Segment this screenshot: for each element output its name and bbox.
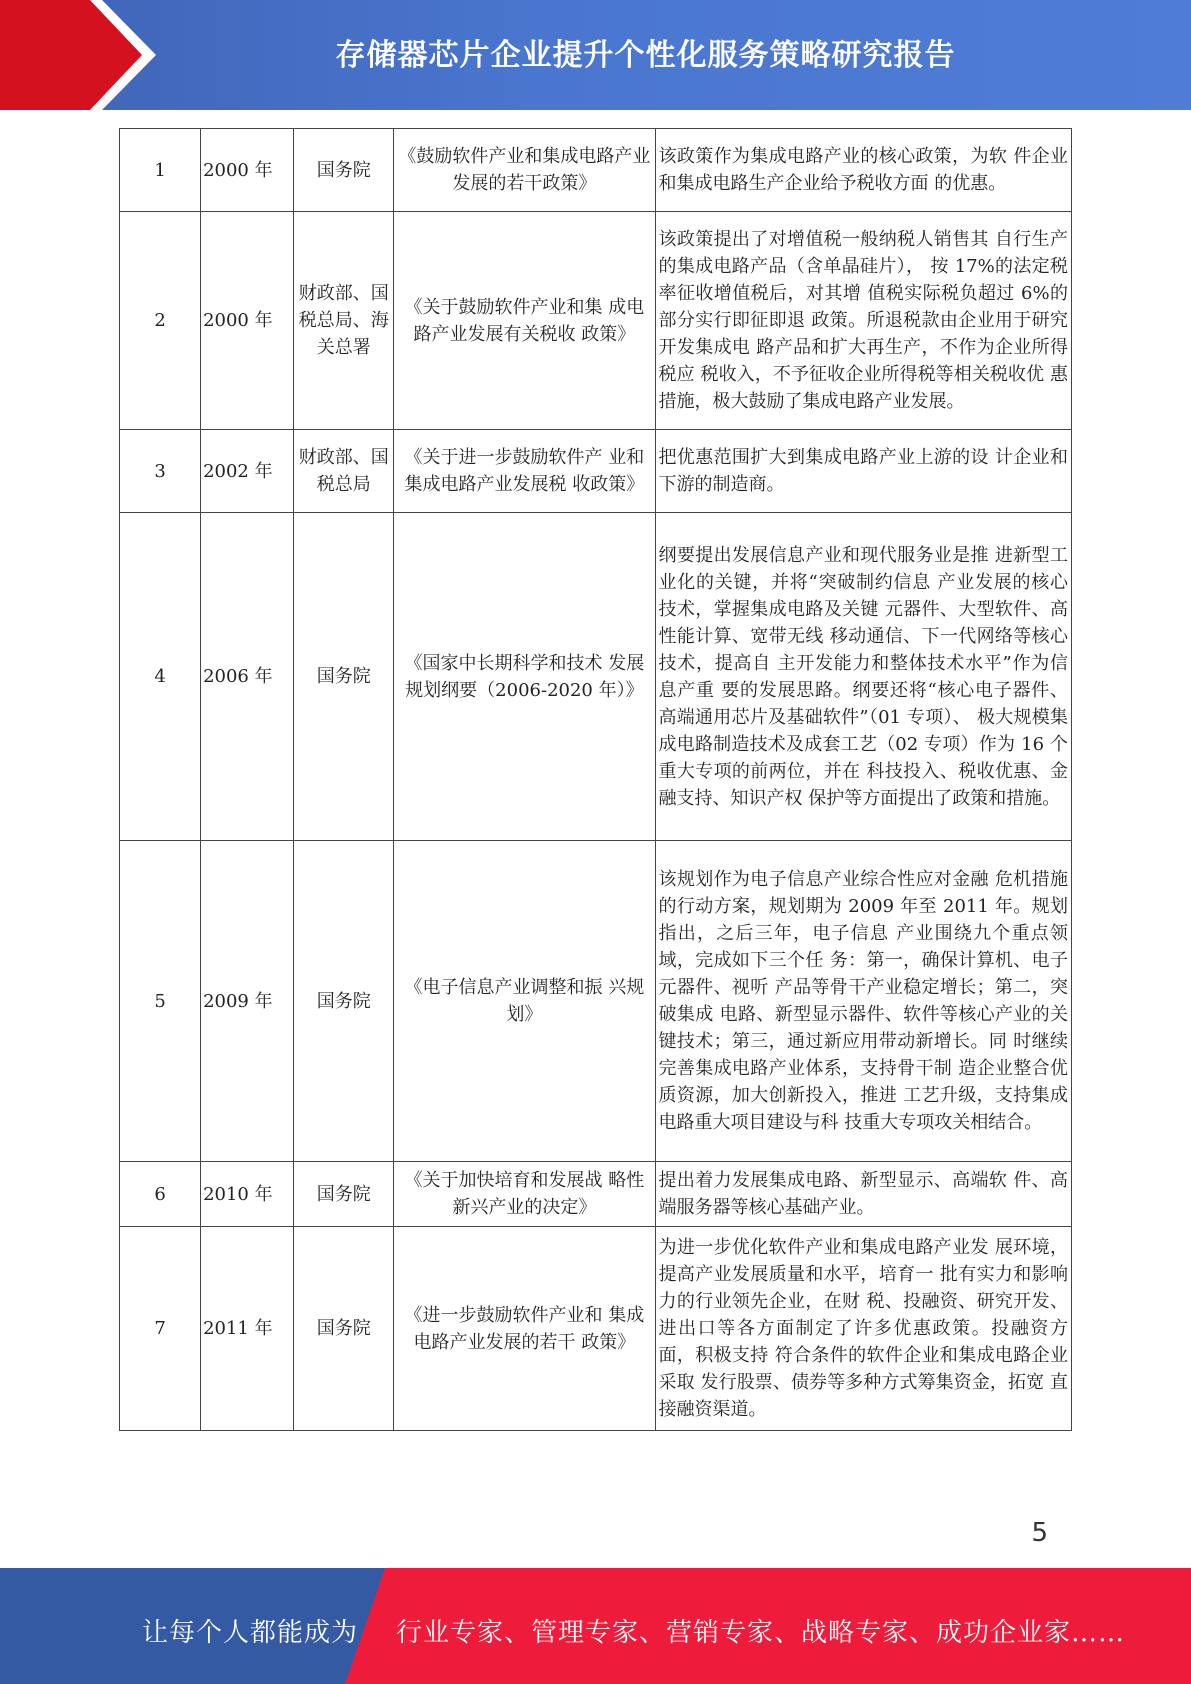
header-red-chevron-decoration <box>0 0 150 110</box>
policy-description-cell: 纲要提出发展信息产业和现代服务业是推 进新型工业化的关键，并将“突破制约信息 产业发展的核心技术，掌握集成电路及关键 元器件、大型软件、高性能计算、宽带无线 移动通信、下一代网络等核心技术，提高自 主开发能力和整体技术水平”作为信息产重 要的发展思路。纲要还将“核心电子器件、 高端通用芯片及基础软件”（01 专项）、 极大规模集成电路制造技术及成套工艺（02 专项）作为 16 个重大专项的前两位，并在 科技投入、税收优惠、金融支持、知识产权 保护等方面提出了政策和措施。 <box>655 513 1071 841</box>
policy-name-cell: 《关于进一步鼓励软件产 业和集成电路产业发展税 收政策》 <box>394 430 655 513</box>
row-number-cell: 6 <box>120 1162 201 1227</box>
table-row <box>120 841 1072 1162</box>
year-cell: 2011 年 <box>201 1227 294 1431</box>
policy-description-cell: 该规划作为电子信息产业综合性应对金融 危机措施的行动方案，规划期为 2009 年至 2011 年。规划指出，之后三年，电子信息 产业围绕九个重点领域，完成如下三个任 务：第一，确保计算机、电子元器件、视听 产品等骨干产业稳定增长；第二，突破集成 电路、新型显示器件、软件等核心产业的关 键技术；第三，通过新应用带动新增长。同 时继续完善集成电路产业体系，支持骨干制 造企业整合优质资源，加大创新投入，推进 工艺升级，支持集成电路重大项目建设与科 技重大专项攻关相结合。 <box>655 841 1071 1162</box>
footer-slogan-right: 行业专家、管理专家、营销专家、战略专家、成功企业家…… <box>396 1618 1126 1648</box>
policy-name-cell: 《鼓励软件产业和集成电路产业发展的若干政策》 <box>394 129 655 212</box>
department-cell: 国务院 <box>294 513 394 841</box>
policy-description-cell: 为进一步优化软件产业和集成电路产业发 展环境，提高产业发展质量和水平，培育一 批有实力和影响力的行业领先企业，在财 税、投融资、研究开发、进出口等各方面制定了许多优惠政策。投融资方面，积极支持 符合条件的软件企业和集成电路企业采取 发行股票、债券等多种方式筹集资金，拓宽 直接融资渠道。 <box>655 1227 1071 1431</box>
policy-name-cell: 《进一步鼓励软件产业和 集成电路产业发展的若干 政策》 <box>394 1227 655 1431</box>
table-row <box>120 513 1072 841</box>
row-number-cell: 4 <box>120 513 201 841</box>
year-cell: 2009 年 <box>201 841 294 1162</box>
department-cell: 国务院 <box>294 129 394 212</box>
policy-name-cell: 《关于鼓励软件产业和集 成电路产业发展有关税收 政策》 <box>394 212 655 430</box>
department-cell: 财政部、国税总局 <box>294 430 394 513</box>
header-banner <box>0 0 1191 110</box>
department-cell: 国务院 <box>294 1227 394 1431</box>
row-number-cell: 2 <box>120 212 201 430</box>
report-title: 存储器芯片企业提升个性化服务策略研究报告 <box>335 38 956 73</box>
year-cell: 2010 年 <box>201 1162 294 1227</box>
department-cell: 国务院 <box>294 841 394 1162</box>
table-row <box>120 1227 1072 1431</box>
department-cell: 国务院 <box>294 1162 394 1227</box>
policy-description-cell: 该政策作为集成电路产业的核心政策，为软 件企业和集成电路生产企业给予税收方面 的优惠。 <box>655 129 1071 212</box>
policy-table <box>119 128 1072 1431</box>
policy-name-cell: 《电子信息产业调整和振 兴规划》 <box>394 841 655 1162</box>
table-row <box>120 430 1072 513</box>
table-row <box>120 212 1072 430</box>
footer-banner <box>0 1568 1191 1684</box>
policy-name-cell: 《关于加快培育和发展战 略性新兴产业的决定》 <box>394 1162 655 1227</box>
row-number-cell: 5 <box>120 841 201 1162</box>
policy-description-cell: 该政策提出了对增值税一般纳税人销售其 自行生产的集成电路产品（含单晶硅片）， 按 17%的法定税率征收增值税后，对其增 值税实际税负超过 6%的部分实行即征即退 政策。所退税款由企业用于研究开发集成电 路产品和扩大再生产，不作为企业所得税应 税收入，不予征收企业所得税等相关税收优 惠措施，极大鼓励了集成电路产业发展。 <box>655 212 1071 430</box>
table-row <box>120 129 1072 212</box>
policy-description-cell: 提出着力发展集成电路、新型显示、高端软 件、高端服务器等核心基础产业。 <box>655 1162 1071 1227</box>
row-number-cell: 3 <box>120 430 201 513</box>
year-cell: 2000 年 <box>201 212 294 430</box>
row-number-cell: 1 <box>120 129 201 212</box>
year-cell: 2000 年 <box>201 129 294 212</box>
footer-slogan-left: 让每个人都能成为 <box>142 1618 359 1648</box>
department-cell: 财政部、国税总局、海关总署 <box>294 212 394 430</box>
policy-description-cell: 把优惠范围扩大到集成电路产业上游的设 计企业和下游的制造商。 <box>655 430 1071 513</box>
table-row <box>120 1162 1072 1227</box>
page-number: 5 <box>1031 1518 1048 1548</box>
policy-name-cell: 《国家中长期科学和技术 发展规划纲要（2006-2020 年）》 <box>394 513 655 841</box>
row-number-cell: 7 <box>120 1227 201 1431</box>
year-cell: 2002 年 <box>201 430 294 513</box>
year-cell: 2006 年 <box>201 513 294 841</box>
